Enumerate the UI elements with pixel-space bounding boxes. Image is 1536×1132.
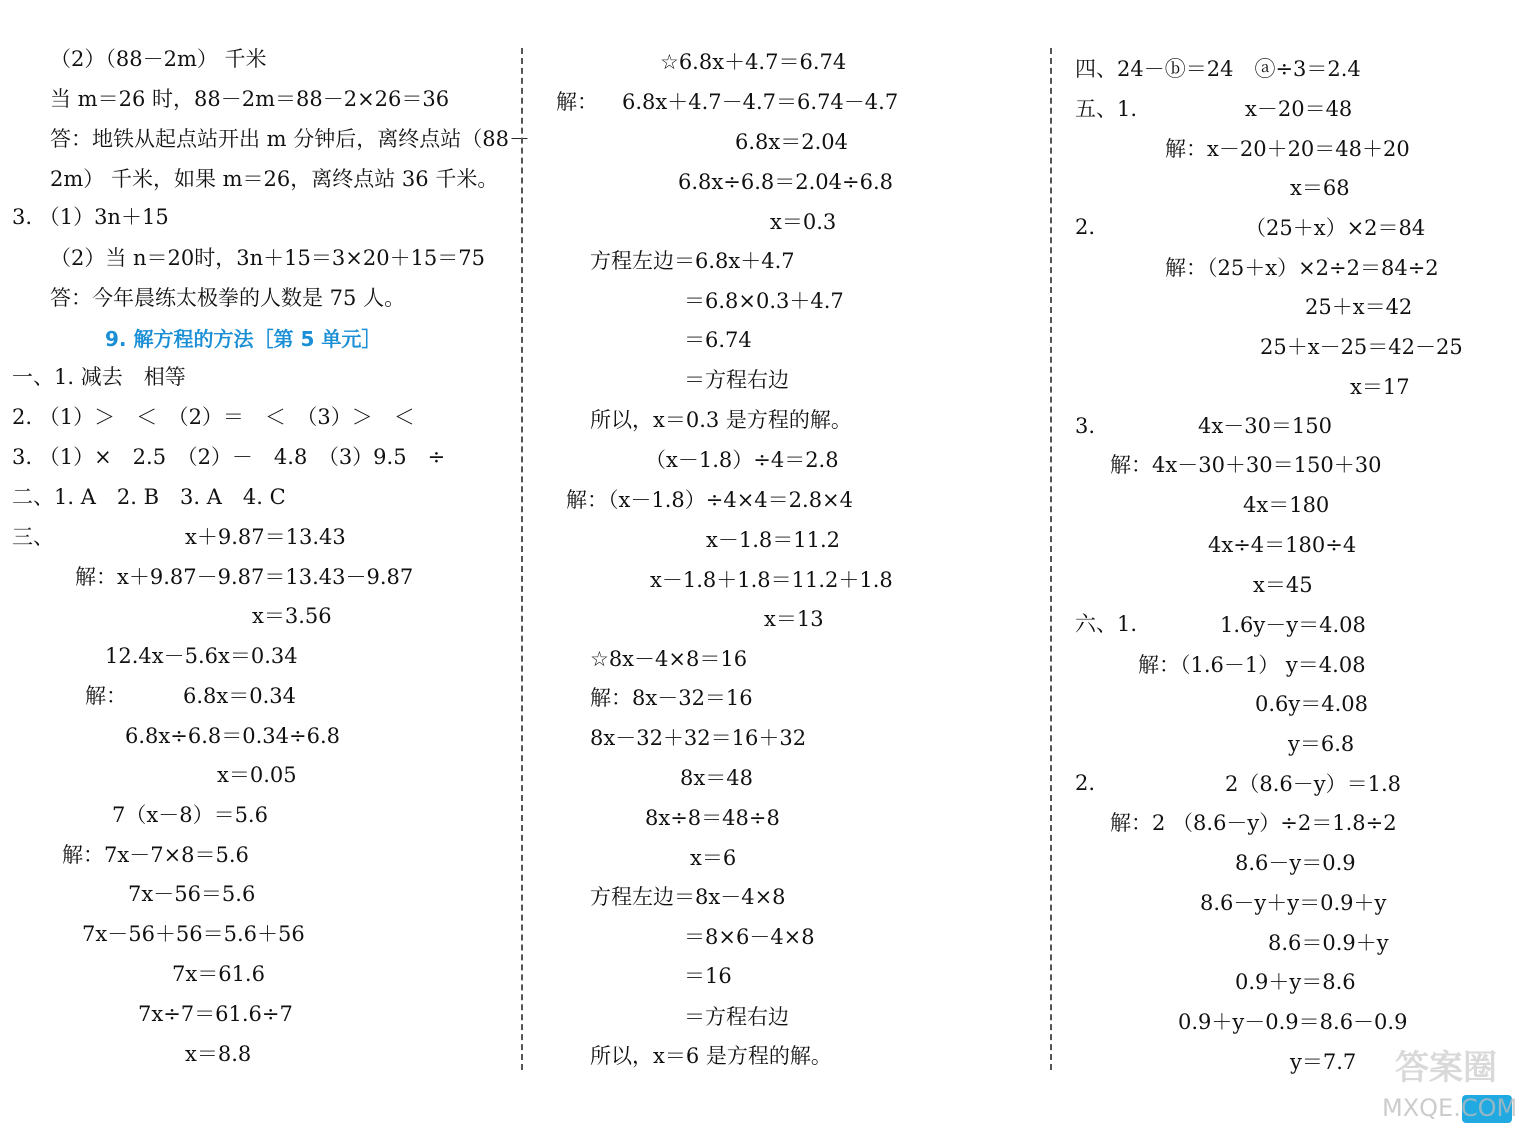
text-line: 2. [1075,771,1096,795]
text-line: 6.8x＋4.7－4.7＝6.74－4.7 [622,90,899,114]
text-line: 7x－56＝5.6 [128,882,256,906]
text-line: 方程左边＝6.8x＋4.7 [590,249,795,273]
text-line: 8x÷8＝48÷8 [645,806,780,830]
text-line: 一、1. 减去 相等 [12,365,186,389]
text-line: 0.6y＝4.08 [1255,692,1369,716]
text-line: （x－1.8）÷4＝2.8 [645,448,839,472]
text-line: 4x＝180 [1243,493,1330,517]
text-line: 方程左边＝8x－4×8 [590,885,786,909]
text-line: 解：（25＋x）×2÷2＝84÷2 [1165,256,1439,280]
text-line: 所以，x＝6 是方程的解。 [590,1044,832,1068]
text-line: 7x÷7＝61.6÷7 [138,1002,293,1026]
text-line: x－1.8＝11.2 [706,528,840,552]
text-line: 二、1. A 2. B 3. A 4. C [12,485,286,509]
text-line: 解：（x－1.8）÷4×4＝2.8×4 [566,488,854,512]
text-line: x＝45 [1253,573,1313,597]
text-line: 8.6＝0.9＋y [1268,931,1389,955]
text-line: x－1.8＋1.8＝11.2＋1.8 [650,568,893,592]
text-line: ＝方程右边 [684,1005,789,1029]
text-line: 解：x＋9.87－9.87＝13.43－9.87 [75,565,414,589]
text-line: ＝6.74 [684,328,752,352]
text-line: 三、 [12,525,54,549]
text-line: 8x－32＋32＝16＋32 [590,726,807,750]
text-line: 25＋x－25＝42－25 [1260,335,1463,359]
section-heading: 9. 解方程的方法［第 5 单元］ [105,327,382,351]
text-line: 4x－30＝150 [1198,414,1333,438]
text-line: 四、24－ⓑ＝24 ⓐ÷3＝2.4 [1075,57,1361,81]
text-line: ☆6.8x＋4.7＝6.74 [660,50,847,74]
text-line: 4x÷4＝180÷4 [1208,533,1357,557]
watermark-logo: 答案圈 [1395,1048,1497,1088]
text-line: （2）当 n＝20时，3n＋15＝3×20＋15＝75 [50,246,486,270]
text-line: 解：x－20＋20＝48＋20 [1165,137,1410,161]
text-line: 解： [556,90,598,114]
text-line: 7（x－8）＝5.6 [112,803,268,827]
text-line: x＝13 [764,607,824,631]
text-line: x＝68 [1290,176,1350,200]
text-line: 7x＝61.6 [172,962,265,986]
text-line: （2）（88－2m） 千米 [50,47,267,71]
text-line: ＝8×6－4×8 [684,925,815,949]
text-line: 解：2 （8.6－y）÷2＝1.8÷2 [1110,811,1397,835]
text-line: 五、1. [1075,97,1138,121]
text-line: x＋9.87＝13.43 [185,525,346,549]
text-line: 1.6y－y＝4.08 [1220,613,1366,637]
text-line: ☆8x－4×8＝16 [590,647,748,671]
text-line: 当 m＝26 时，88－2m＝88－2×26＝36 [50,87,450,111]
text-line: 答：今年晨练太极拳的人数是 75 人。 [50,286,406,310]
watermark-site: MXQE.COM [1382,1094,1518,1122]
text-line: x＝6 [690,846,737,870]
text-line: 2m） 千米，如果 m＝26，离终点站 36 千米。 [50,167,499,191]
text-line: 解：4x－30＋30＝150＋30 [1110,453,1382,477]
text-line: x－20＝48 [1245,97,1353,121]
text-line: 2. [1075,215,1096,239]
text-line: x＝0.3 [770,210,837,234]
text-line: x＝0.05 [217,763,297,787]
text-line: 8x＝48 [680,766,753,790]
column-divider-2 [1050,48,1052,1070]
text-line: x＝3.56 [252,604,332,628]
text-line: ＝16 [684,964,732,988]
text-line: y＝7.7 [1290,1050,1357,1074]
text-line: 7x－56＋56＝5.6＋56 [82,922,305,946]
text-line: 2. （1）＞ ＜ （2）＝ ＜ （3）＞ ＜ [12,405,415,429]
text-line: 6.8x＝2.04 [735,130,848,154]
text-line: 2（8.6－y）＝1.8 [1225,772,1402,796]
text-line: 3. [1075,414,1096,438]
text-line: 3. （1）3n＋15 [12,205,169,229]
text-line: 6.8x＝0.34 [183,684,296,708]
text-line: 解： [85,684,127,708]
text-line: 0.9＋y＝8.6 [1235,970,1356,994]
column-divider-1 [521,48,523,1070]
text-line: x＝17 [1350,375,1410,399]
text-line: 解：8x－32＝16 [590,686,753,710]
text-line: 8.6－y＋y＝0.9＋y [1200,891,1387,915]
text-line: 12.4x－5.6x＝0.34 [105,644,298,668]
text-line: y＝6.8 [1288,732,1355,756]
text-line: 解：7x－7×8＝5.6 [62,843,249,867]
text-line: 6.8x÷6.8＝0.34÷6.8 [125,724,340,748]
text-line: （25＋x）×2＝84 [1245,216,1426,240]
text-line: 六、1. [1075,612,1138,636]
text-line: 25＋x＝42 [1305,295,1413,319]
text-line: 解：（1.6－1） y＝4.08 [1138,653,1366,677]
text-line: 3. （1）× 2.5 （2）－ 4.8 （3）9.5 ÷ [12,445,446,469]
text-line: ＝6.8×0.3＋4.7 [684,289,844,313]
text-line: 8.6－y＝0.9 [1235,851,1356,875]
text-line: 所以，x＝0.3 是方程的解。 [590,408,852,432]
text-line: ＝方程右边 [684,368,789,392]
text-line: 0.9＋y－0.9＝8.6－0.9 [1178,1010,1408,1034]
text-line: 6.8x÷6.8＝2.04÷6.8 [678,170,893,194]
text-line: 答：地铁从起点站开出 m 分钟后，离终点站（88－ [50,127,530,151]
text-line: x＝8.8 [185,1042,252,1066]
